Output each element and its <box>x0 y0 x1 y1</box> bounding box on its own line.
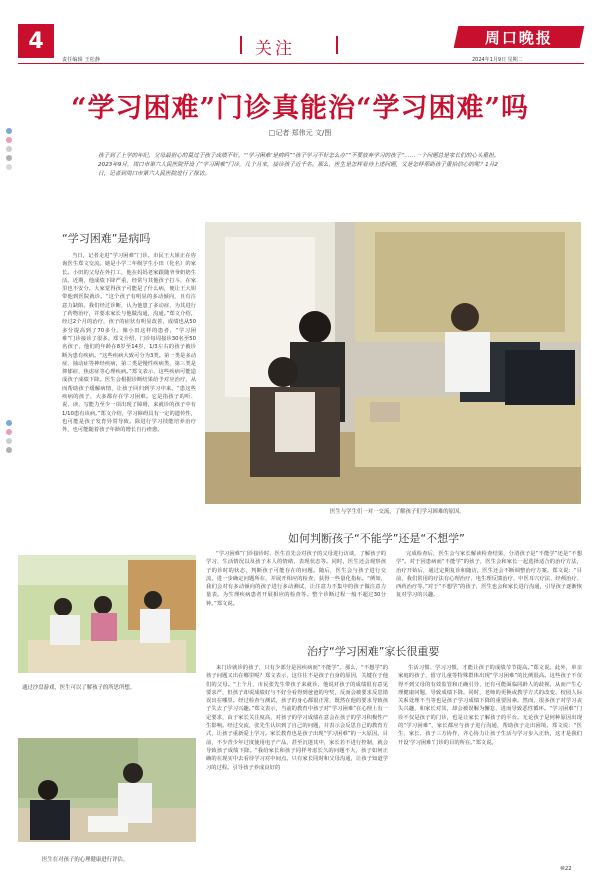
decor-dot <box>6 137 12 143</box>
main-photo-caption: 医生与学生们一对一交流，了解孩子们学习困难的原因。 <box>330 509 465 515</box>
body-column-4 <box>206 664 388 876</box>
main-photo <box>205 222 581 504</box>
sandplay-image <box>18 555 196 673</box>
decor-dot <box>6 146 12 152</box>
header-rule <box>18 63 584 64</box>
clinic-consultation-photo <box>205 222 581 504</box>
decor-dot <box>6 155 12 161</box>
body-column-3 <box>396 550 582 642</box>
assessment-photo <box>18 738 196 842</box>
body-column-1 <box>62 252 196 552</box>
decor-dot <box>6 438 12 444</box>
decor-dot <box>6 420 12 426</box>
newspaper-logo <box>454 26 585 48</box>
body-column-2 <box>206 550 386 642</box>
section-divider-left <box>240 36 242 54</box>
assessment-image <box>18 738 196 842</box>
body-column-5 <box>398 664 582 864</box>
section-label: 关注 <box>255 39 295 59</box>
section-divider-right <box>336 36 338 54</box>
assessment-caption: 医生在对孩子的心理健康进行评估。 <box>42 857 129 863</box>
section-heading-2: 如何判断孩子“不能学”还是“不想学” <box>288 532 465 545</box>
section-heading-1: “学习困难”是病吗 <box>62 232 151 245</box>
decor-dots-top <box>6 128 14 173</box>
body-text: 当日，记者走进“学习困难”门诊。市民王大姐正在咨询医生郑文交流。她是小学二年级学生小田（化名）的家长。小田的父母在外打工，他在妈妈老家跟随爷爷奶奶生活。近期，他成绩下降严重，经常与其他孩子打斗，在家里也不安分。大家觉得孩子可能是了什么病，便让王大姐带他到医院就诊。“这个孩子有明显的多动倾向，且有注意力缺陷。我们经过诊断，认为他患了多动症，为其进行了药物治疗，并要求家长与他做沟通，沟通。”郑文介绍，经过2个月的治疗，孩子的症状有明显改善，成绩也从50多分提高到了70多分。像小田这样的患者，“学习困难”门诊接诊了很多。郑文介绍，门诊每周接诊30名至50名孩子，他们的年龄在8岁至14岁，1/3左右的孩子被诊断为患有疾病。“这些疾病大致可分为3类。第一类是多动症、抽动症等神经疾病，第二类是慢性疾病类，第三类是抑郁症、焦虑症等心理疾病。”郑文表示，这些疾病可能造成孩子成绩下降。医生会根据诊断结果给予对应治疗，从而帮助孩子缓解病情，让孩子回归到学习中来。“患这些疾病的孩子，大多都存在学习困难。它是指孩子的听、说、读、写能力至少一项出现了障碍，来就诊的孩子中有1/10患有该病。”郑文介绍，学习障碍具有一定的遗传性，也可能是孩子发育异常导致。除进行学习技能培养治疗外，也可能随着孩子年龄的增长自行痊愈。 <box>62 253 196 434</box>
logo-text: 周口晚报 <box>484 28 553 47</box>
body-text: 来门诊就诊的孩子，只有少部分是因疾病而“不能学”。那么，“不想学”的孩子问题又出在哪里呢？郑文表示，这往往不是孩子自身的原因，关键在于他们的父母。“上个月，市民张先生带孩子来就诊，他说对孩子的成绩很有意见要求严，但孩子却说成绩好与不好全看得到爸爸的夸奖，反而会被要求反思错误出在哪里。经过检查与测试，孩子的身心都很正常，既然在他的要求导致孩子失去了学习兴趣。”郑文表示，当前的教育中孩子对“学习困难”在心理上有一定要求，由于家长关注度高，对孩子的学习成绩在意会在孩子的学习积极性产生影响。经过交流，张先生认识到了自己的问题，并表示会反思自己的教育方式，让孩子重新爱上学习。家长教育也是孩子出现“学习困难”的一大原因。目前，不少青少年过度使用电子产品，甚至沉迷其中，家长若不进行控制，就会导致孩子成绩下降。“我给家长和孩子同样考虑长久的问题不大，孩子如何正确的在现实中去看待学习对中间点。只有家长同时和父母沟通，让孩子知道学习的过程。引导孩子养成良好的 <box>206 665 388 771</box>
sandplay-photo <box>18 555 196 673</box>
decor-dot <box>6 447 12 453</box>
decor-dots-mid <box>6 420 14 456</box>
sandplay-caption: 通过沙盘游戏，医生可以了解孩子的所思所想。 <box>22 685 136 691</box>
decor-dot <box>6 429 12 435</box>
lede-paragraph: 孩子到了上学的年纪，父母最担心的莫过于孩子成绩不好。“‘学习困难’是病吗”“孩子学习不好怎么办”“不要放弃学习的孩子”……一个问题总是家长们的心头重担。2023年9月，周口市第六人民医院开设了“学习困难”门诊，几个月来，接诊孩子近千名。那么，医生是怎样看待上述问题，又是怎样帮助孩子重拾信心的呢？1月2日，记者到周口市第六人民医院进行了探访。 <box>98 153 500 177</box>
body-text: “学习困难”门诊接诊时，医生首先会对孩子的父母进行访谈，了解孩子的学习、生活情况以及孩子本人的情绪、表现状态等。同时，医生还会观察孩子的诊时的状态，判断孩子可能存在的问题。随后，医生会与孩子进行交流，进一步确定问题所在，并展开相应的检查，获得一些量化指标。“例如，我们会对有多动倾向的孩子进行多动测试，让注意力不集中的孩子做注意力量表。为生理疾病患者开展相应的检查等。整个诊断过程一般不超过30分钟。”郑文说。 <box>206 551 386 607</box>
decor-dot <box>6 164 12 170</box>
byline: □记者 郑伟元 文/图 <box>268 129 332 137</box>
editor-line: 责任编辑 王松静 <box>62 57 101 63</box>
body-text: 完成检查后，医生会与家长解读检查结果，分清孩子是“不能学”还是“不想学”。对于因患病而“不能学”的孩子，医生会和家长一起选择适合的治疗方法，治疗开始后，通过定期复诊和随访，医生还会不断调整治疗方案。郑文说：“目前，我们常用的疗法有心理治疗、电生理反馈治疗、中医耳穴疗法、经颅治疗、西药治疗等。”对于“不想学”的孩子，医生也会和家长进行沟通，引导孩子逐渐恢复对学习的兴趣。 <box>396 551 582 599</box>
page-number: 4 <box>18 24 54 58</box>
headline: “学习困难”门诊真能治“学习困难”吗 <box>70 93 530 124</box>
end-mark: ⑩22 <box>560 866 572 872</box>
body-text: 生活习惯、学习习惯，才能让孩子的成绩节节提高。”郑文说。此外，单亲家庭的孩子、留守儿童等特殊群体出现“学习困难”的比例很高。这些孩子不仅得不到父母的有效监管和正确引导，还有可能面临同龄人的歧视，从而产生心理健康问题，导致成绩下降。同时，老师的更换或教学方式的改变、校园人际关系处理不当等也是孩子学习成绩下降的重要因素。然而，很多孩子对学习丧失兴趣，和家长对其，却会被误解为懈怠，进而导致恶性循环。“学习困难”门诊不仅是孩子的门诊，也是让家长了解孩子的平台。无论孩子是何种原因出现的“学习困难”，家长都应与孩子进行沟通，帮助孩子走出困境。郑文说：“医生、家长、孩子三方协作，齐心协力让孩子生活与学习步入正轨，这才是我们开设‘学习困难’门诊的目的所在。”郑文说。 <box>398 665 582 746</box>
decor-dot <box>6 128 12 134</box>
issue-date: 2024年1月9日 星期二 <box>472 57 523 63</box>
section-heading-3: 治疗“学习困难”家长很重要 <box>307 645 440 658</box>
